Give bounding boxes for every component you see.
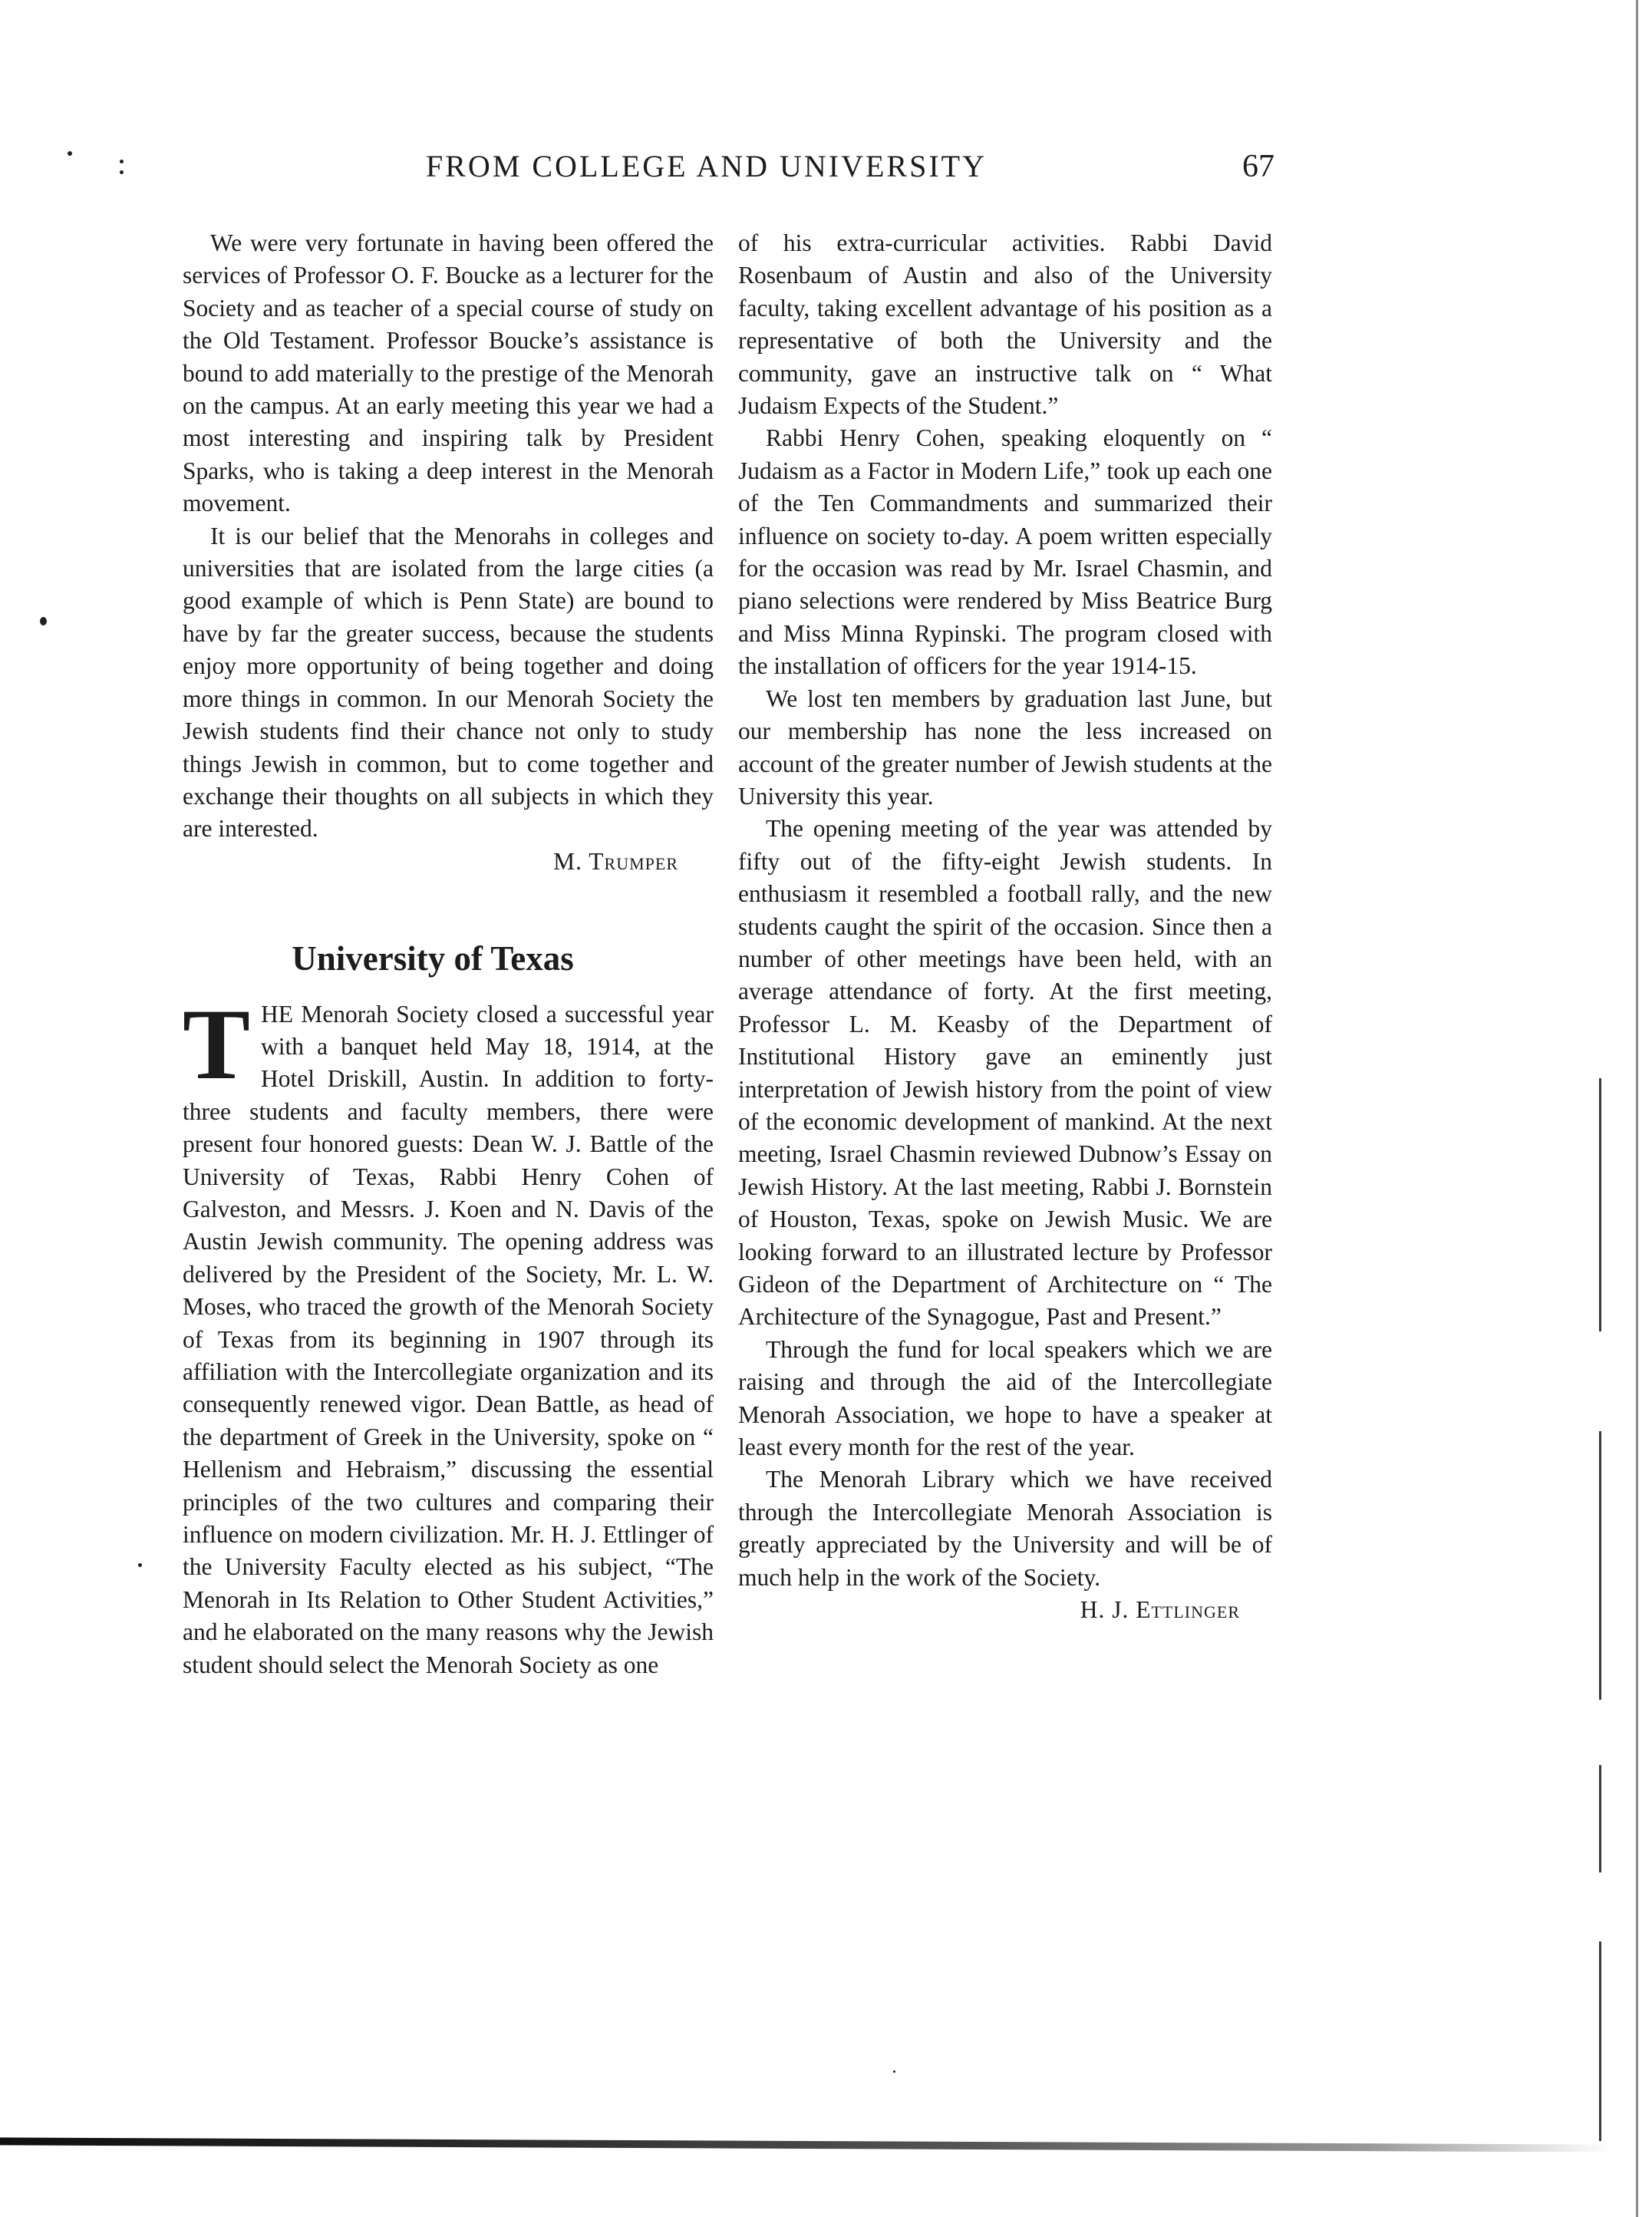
paragraph: Rabbi Henry Cohen, speaking eloquently on “ Judaism as a Factor in Modern Life,” took up each one of the Ten Commandments and summarized their influence on society to-day. A poem written especially for the occasion was read by Mr. Israel Chasmin, and piano selections were rendered by Miss Beatrice Burg and Miss Minna Rypinski. The program closed with the installation of officers for the year 1914-15.	[738, 424, 1272, 680]
right-column	[738, 227, 1272, 1626]
paragraph: We lost ten members by graduation last June, but our membership has none the less increased on account of the greater number of Jewish students at the University this year.	[738, 685, 1272, 810]
signature: M. Trumper	[553, 847, 678, 875]
scan-speck	[120, 160, 124, 163]
paragraph-text: HE Menorah Society closed a successful year with a banquet held May 18, 1914, at the Hotel Driskill, Austin. In addition to forty-three students and faculty members, there were present four honored guests: Dean W. J. Battle of the University of Texas, Rabbi Henry Cohen of Galveston, and Messrs. J. Koen and N. Davis of the Austin Jewish community. The opening address was delivered by the President of the Society, Mr. L. W. Moses, who traced the growth of the Menorah Society of Texas from its beginning in 1907 through its affiliation with the Intercollegiate organization and its consequently renewed vigor. Dean Battle, as head of the department of Greek in the University, spoke on “ Hellenism and Hebraism,” discussing the essential principles of the two cultures and comparing their influence on modern civilization. Mr. H. J. Ettlinger of the University Faculty elected as his subject, “The Menorah in Its Relation to Other Student Activities,” and he elaborated on the many reasons why the Jewish student should select the Menorah Society as one	[183, 1000, 714, 1678]
scan-speck	[40, 617, 47, 625]
paragraph: The opening meeting of the year was attended by fifty out of the fifty-eight Jewish students. In enthusiasm it resembled a football rally, and the new students caught the spirit of the occasion. Since then a number of other meetings have been held, with an average attendance of forty. At the first meeting, Professor L. M. Keasby of the Department of Institutional History gave an eminently just interpretation of Jewish history from the point of view of the economic development of mankind. At the next meeting, Israel Chasmin reviewed Dubnow’s Essay on Jewish History. At the last meeting, Rabbi J. Bornstein of Houston, Texas, spoke on Jewish Music. We are looking forward to an illustrated lecture by Professor Gideon of the Department of Architecture on “ The Architecture of the Synagogue, Past and Present.”	[738, 815, 1272, 1331]
scan-edge-mark	[1599, 1078, 1601, 1331]
paragraph	[183, 987, 714, 1682]
section-title: University of Texas	[292, 939, 574, 978]
signature: H. J. Ettlinger	[1080, 1596, 1240, 1624]
running-head	[426, 148, 1285, 194]
paragraph: The Menorah Library which we have received through the Intercollegiate Menorah Association is greatly appreciated by the University and will be of much help in the work of the Society.	[738, 1466, 1272, 1591]
left-column	[183, 227, 714, 1681]
scan-edge-mark	[1599, 1942, 1601, 2141]
page-edge	[1636, 0, 1638, 2217]
drop-cap: T	[183, 987, 251, 1100]
scan-edge-mark	[1599, 1765, 1601, 1872]
paragraph: It is our belief that the Menorahs in colleges and universities that are isolated from the large cities (a good example of which is Penn State) are bound to have by far the greater success, because the students enjoy more opportunity of being together and doing more things in common. In our Menorah Society the Jewish students find their chance not only to study things Jewish in common, but to come together and exchange their thoughts on all subjects in which they are interested.	[183, 522, 714, 843]
page-number: 67	[1242, 149, 1274, 184]
scan-speck	[68, 151, 72, 156]
scan-edge-mark	[1599, 1431, 1601, 1700]
scan-speck	[120, 170, 124, 174]
scan-speck	[138, 1563, 142, 1567]
running-head-title: FROM COLLEGE AND UNIVERSITY	[426, 149, 987, 183]
paragraph: Through the fund for local speakers which we are raising and through the aid of the Intercollegiate Menorah Association, we hope to have a speaker at least every month for the rest of the year.	[738, 1335, 1272, 1461]
paragraph: We were very fortunate in having been offered the services of Professor O. F. Boucke as a lecturer for the Society and as teacher of a special course of study on the Old Testament. Professor Boucke’s assistance is bound to add materially to the prestige of the Menorah on the campus. At an early meeting this year we had a most interesting and inspiring talk by President Sparks, who is taking a deep interest in the Menorah movement.	[183, 229, 714, 517]
scan-speck	[893, 2070, 895, 2073]
scan-shadow	[0, 2137, 1611, 2152]
paragraph: of his extra-curricular activities. Rabbi David Rosenbaum of Austin and also of the University faculty, taking excellent advantage of his position as a representative of both the University and the community, gave an instructive talk on “ What Judaism Expects of the Student.”	[738, 229, 1272, 420]
